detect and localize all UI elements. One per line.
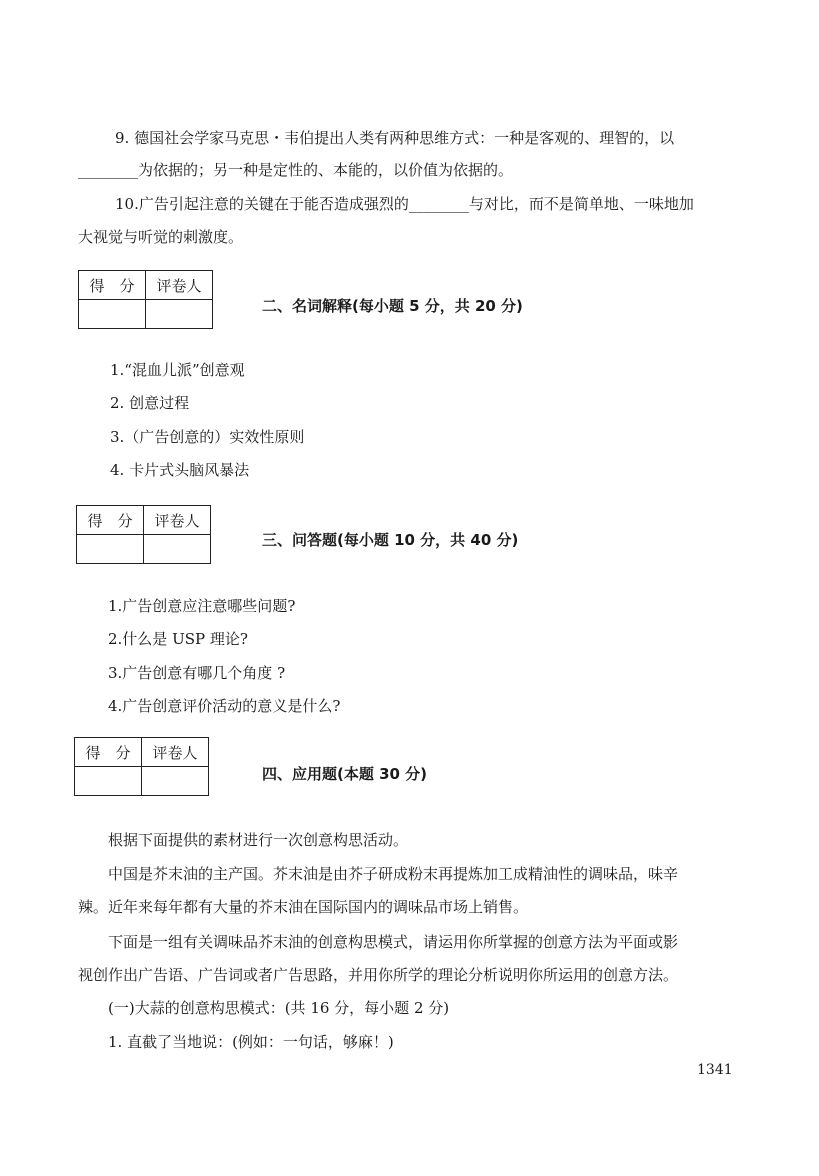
- section-3-item-1: 1.广告创意应注意哪些问题?: [108, 597, 296, 615]
- score-label: 得 分: [75, 738, 142, 767]
- section-3-item-3: 3.广告创意有哪几个角度 ?: [108, 664, 286, 682]
- section-3-title: 三、问答题(每小题 10 分，共 40 分): [262, 531, 519, 549]
- question-10-line-1: 10.广告引起注意的关键在于能否造成强烈的________与对比，而不是简单地、一味地加: [115, 195, 694, 213]
- score-box-section-2: [78, 270, 213, 329]
- grader-cell: [144, 535, 211, 564]
- section-4-sub-item-1: 1. 直截了当地说：(例如：一句话，够麻！): [108, 1033, 394, 1051]
- grader-cell: [146, 300, 213, 329]
- grader-label: 评卷人: [146, 271, 213, 300]
- question-9-line-2: ________为依据的；另一种是定性的、本能的，以价值为依据的。: [78, 161, 514, 179]
- section-2-item-3: 3.（广告创意的）实效性原则: [110, 428, 305, 446]
- section-2-item-2: 2. 创意过程: [110, 394, 190, 412]
- score-cell: [77, 535, 144, 564]
- section-4-material-line-2: 辣。近年来每年都有大量的芥末油在国际国内的调味品市场上销售。: [78, 898, 529, 916]
- score-cell: [79, 300, 146, 329]
- section-2-item-4: 4. 卡片式头脑风暴法: [110, 461, 250, 479]
- question-10-line-2: 大视觉与听觉的刺激度。: [78, 228, 244, 246]
- score-cell: [75, 767, 142, 796]
- section-4-sub-heading: (一)大蒜的创意构思模式：(共 16 分，每小题 2 分): [108, 999, 450, 1017]
- section-3-item-2: 2.什么是 USP 理论?: [108, 630, 248, 648]
- section-4-material-line-1: 中国是芥末油的主产国。芥末油是由芥子研成粉末再提炼加工成精油性的调味品，味辛: [108, 865, 679, 883]
- section-4-task-line-2: 视创作出广告语、广告词或者广告思路，并用你所学的理论分析说明你所运用的创意方法。: [78, 966, 679, 984]
- question-9-line-1: 9. 德国社会学家马克思・韦伯提出人类有两种思维方式：一种是客观的、理智的，以: [115, 129, 675, 147]
- section-3-item-4: 4.广告创意评价活动的意义是什么?: [108, 697, 341, 715]
- section-2-item-1: 1.“混血儿派”创意观: [110, 361, 245, 379]
- score-box-section-4: [74, 737, 209, 796]
- grader-label: 评卷人: [144, 506, 211, 535]
- score-label: 得 分: [77, 506, 144, 535]
- section-2-title: 二、名词解释(每小题 5 分，共 20 分): [262, 297, 523, 315]
- section-4-intro: 根据下面提供的素材进行一次创意构思活动。: [108, 831, 409, 849]
- score-box-section-3: [76, 505, 211, 564]
- grader-label: 评卷人: [142, 738, 209, 767]
- page-number: 1341: [697, 1062, 733, 1078]
- section-4-task-line-1: 下面是一组有关调味品芥末油的创意构思模式，请运用你所掌握的创意方法为平面或影: [108, 933, 679, 951]
- section-4-title: 四、应用题(本题 30 分): [262, 765, 428, 783]
- grader-cell: [142, 767, 209, 796]
- score-label: 得 分: [79, 271, 146, 300]
